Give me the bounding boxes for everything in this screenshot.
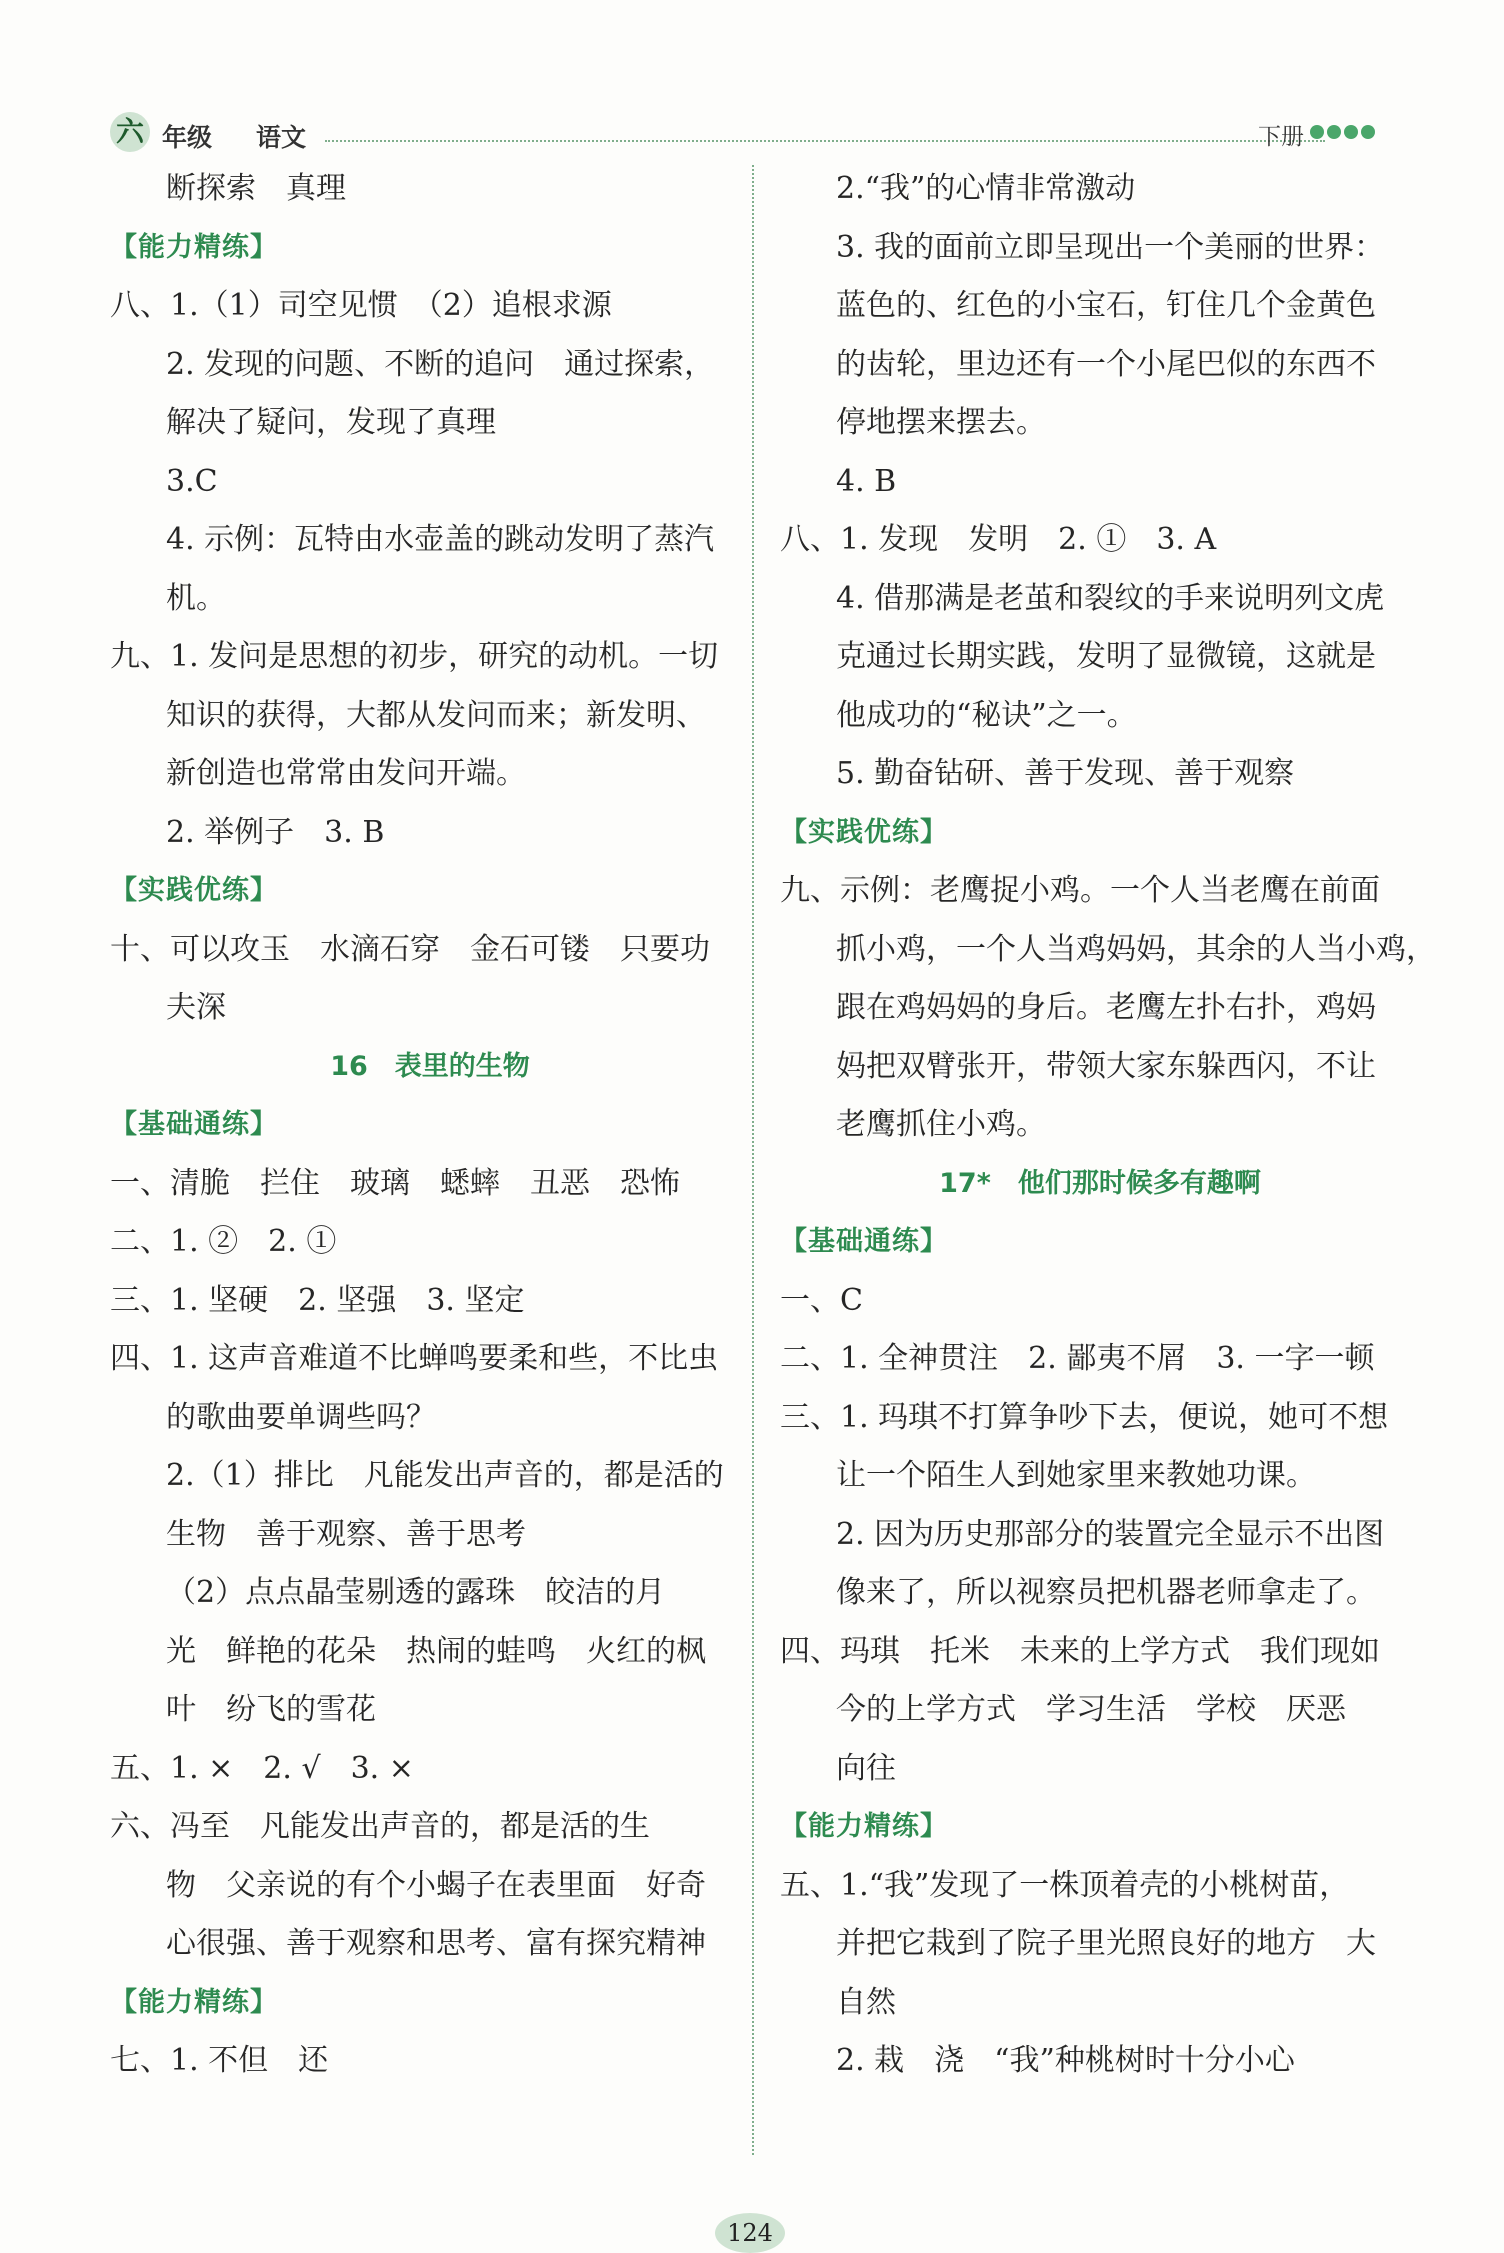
page-header [110,110,1400,154]
answer-line: 4. B [836,463,897,499]
answer-line: 十、可以攻玉 水滴石穿 金石可镂 只要功 [110,931,710,967]
answer-line: 九、示例：老鹰捉小鸡。一个人当老鹰在前面 [780,873,1380,908]
lesson-title: 17* 他们那时候多有趣啊 [939,1167,1261,1199]
answer-line: 3. 我的面前立即呈现出一个美丽的世界： [836,229,1385,265]
header-rule [325,140,1325,142]
column-divider [752,165,754,2155]
section-heading: 【实践优练】 [110,875,278,906]
answer-line: 五、1.“我”发现了一株顶着壳的小桃树苗， [780,1867,1350,1903]
answer-line: 老鹰抓住小鸡。 [836,1107,1046,1142]
answer-line: 四、1. 这声音难道不比蝉鸣要柔和些，不比虫 [110,1341,719,1376]
section-heading: 【能力精练】 [780,1811,948,1842]
answer-line: 六、冯至 凡能发出声音的，都是活的生 [110,1809,650,1844]
answer-line: 并把它栽到了院子里光照良好的地方 大 [836,1926,1376,1961]
answer-line: 心很强、善于观察和思考、富有探究精神 [166,1926,706,1961]
section-heading: 【基础通练】 [110,1109,278,1140]
answer-line: 5. 勤奋钻研、善于发现、善于观察 [836,756,1295,791]
answer-line: 新创造也常常由发问开端。 [166,756,526,791]
answer-line: 五、1. × 2. √ 3. × [110,1750,414,1786]
answer-line: 跟在鸡妈妈的身后。老鹰左扑右扑，鸡妈 [836,990,1376,1025]
answer-line: 停地摆来摆去。 [836,405,1046,440]
section-heading: 【基础通练】 [780,1226,948,1257]
answer-line: 像来了，所以视察员把机器老师拿走了。 [836,1575,1376,1610]
section-heading: 【能力精练】 [110,231,278,263]
answer-line: 光 鲜艳的花朵 热闹的蛙鸣 火红的枫 [166,1633,706,1669]
answer-line: 三、1. 玛琪不打算争吵下去，便说，她可不想 [780,1399,1389,1435]
answer-line: 解决了疑问，发现了真理 [166,405,496,440]
subject-label: 语文 [256,123,307,152]
answer-line: 向往 [836,1750,896,1786]
answer-line: 的歌曲要单调些吗？ [166,1399,436,1435]
answer-line: 七、1. 不但 还 [110,2043,329,2078]
answer-line: 三、1. 坚硬 2. 坚强 3. 坚定 [110,1282,525,1318]
answer-line: 八、1. 发现 发明 2. ① 3. A [780,522,1217,557]
answer-line: 自然 [836,1984,896,2020]
answer-line: 2. 发现的问题、不断的追问 通过探索， [166,346,715,382]
answer-line: 机。 [166,580,226,616]
right-answer-column [780,160,1436,2091]
answer-line: 克通过长期实践，发明了显微镜，这就是 [836,639,1376,674]
answer-line: （2）点点晶莹剔透的露珠 皎洁的月 [166,1575,666,1610]
answer-line: 九、1. 发问是思想的初步，研究的动机。一切 [110,639,719,674]
answer-line: 让一个陌生人到她家里来教她功课。 [836,1458,1316,1493]
answer-line: 物 父亲说的有个小蝎子在表里面 好奇 [166,1867,706,1903]
answer-line: 断探索 真理 [166,171,346,206]
volume-dots-icon [1310,124,1378,143]
answer-line: 叶 纷飞的雪花 [166,1692,376,1727]
section-heading: 【实践优练】 [780,816,948,848]
answer-line: 2. 举例子 3. B [166,814,385,850]
answer-line: 3.C [166,463,218,499]
answer-line: 八、1.（1）司空见惯 （2）追根求源 [110,288,612,323]
answer-line: 知识的获得，大都从发问而来；新发明、 [166,697,706,733]
answer-line: 2. 栽 浇 “我”种桃树时十分小心 [836,2043,1295,2078]
answer-line: 4. 借那满是老茧和裂纹的手来说明列文虎 [836,580,1385,616]
answer-line: 妈把双臂张开，带领大家东躲西闪，不让 [836,1048,1376,1084]
answer-line: 蓝色的、红色的小宝石，钉住几个金黄色 [836,288,1376,323]
answer-line: 二、1. 全神贯注 2. 鄙夷不屑 3. 一字一顿 [780,1341,1375,1376]
grade-label: 年级 [162,123,213,152]
left-answer-column [110,160,750,2091]
page-number: 124 [715,2213,785,2253]
answer-line: 一、C [780,1282,863,1318]
grade-badge: 六 [110,112,150,152]
answer-line: 的齿轮，里边还有一个小尾巴似的东西不 [836,346,1376,382]
answer-line: 一、清脆 拦住 玻璃 蟋蟀 丑恶 恐怖 [110,1165,680,1201]
answer-line: 夫深 [166,990,226,1025]
answer-line: 四、玛琪 托米 未来的上学方式 我们现如 [780,1633,1380,1669]
lesson-title: 16 表里的生物 [330,1050,530,1082]
answer-line: 2. 因为历史那部分的装置完全显示不出图 [836,1516,1385,1552]
answer-line: 二、1. ② 2. ① [110,1224,337,1259]
volume-label: 下册 [1258,124,1304,150]
answer-line: 4. 示例：瓦特由水壶盖的跳动发明了蒸汽 [166,522,715,557]
answer-line: 他成功的“秘诀”之一。 [836,697,1137,733]
answer-line: 2.“我”的心情非常激动 [836,171,1136,206]
answer-line: 抓小鸡，一个人当鸡妈妈，其余的人当小鸡， [836,931,1436,967]
section-heading: 【能力精练】 [110,1986,278,2018]
answer-line: 2.（1）排比 凡能发出声音的，都是活的 [166,1458,724,1493]
answer-line: 生物 善于观察、善于思考 [166,1516,526,1552]
answer-line: 今的上学方式 学习生活 学校 厌恶 [836,1692,1346,1727]
